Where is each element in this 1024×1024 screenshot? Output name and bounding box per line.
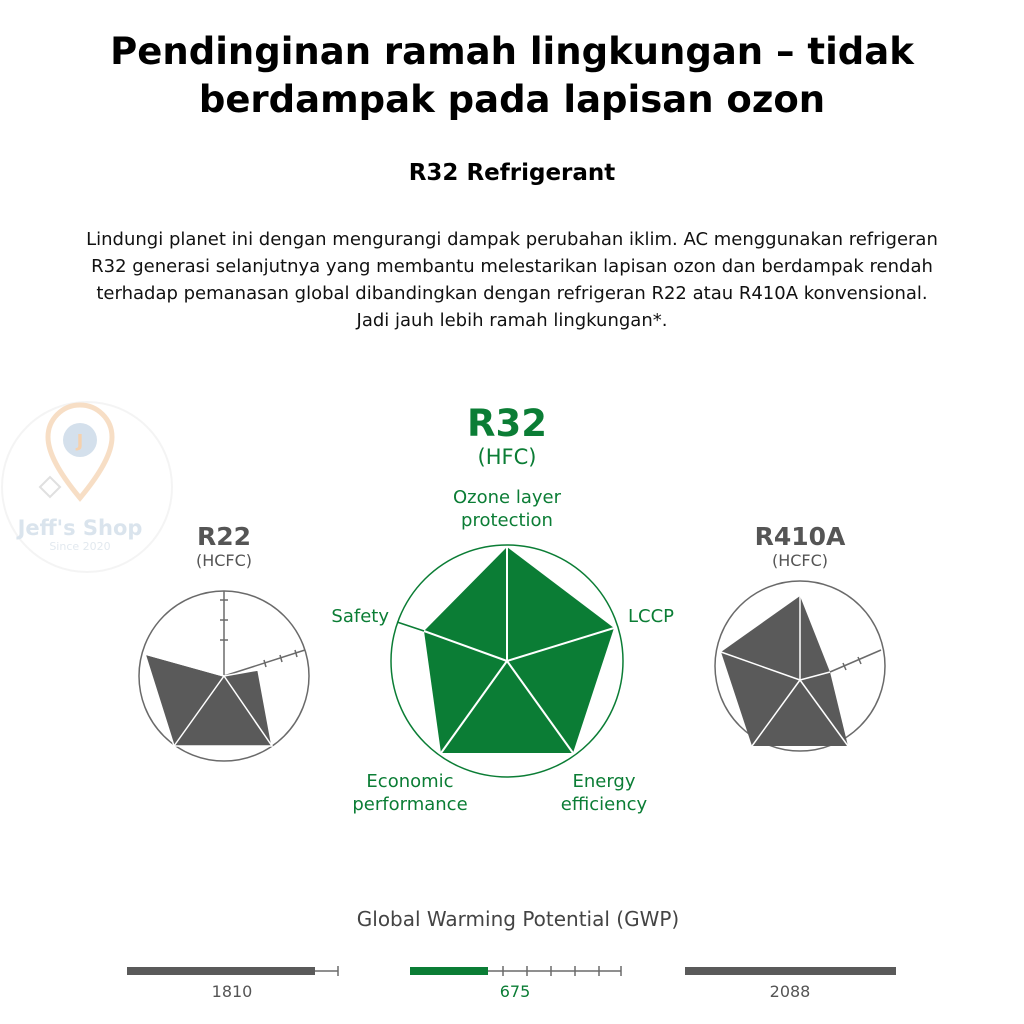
axis-label-ozone-2: protection [461,510,553,531]
watermark-initial: J [76,431,84,452]
r410a-name: R410A [754,522,846,551]
gwp-section [127,907,896,1001]
description-text: Lindungi planet ini dengan mengurangi dampak perubahan iklim. AC menggunakan refrigeran R32 generasi selanjutnya yang membantu melestarikan lapisan ozon dan berdampak rendah terhadap pemanasan global dibandingkan dengan refrigeran R22 atau R410A konvensional. Jadi jauh lebih ramah lingkungan*. [86,229,938,331]
axis-label-energy-2: efficiency [560,794,648,815]
page-subtitle: R32 Refrigerant [408,160,616,186]
r32-type: (HFC) [477,445,537,469]
gwp-bar-r22 [127,966,338,1001]
page-title: Pendinginan ramah lingkungan – tidak berdampak pada lapisan ozon [110,30,914,121]
r410a-radar-shape [721,596,848,746]
gwp-bar-r32 [410,966,621,1001]
gwp-value-r22: 1810 [211,982,253,1001]
r32-name: R32 [467,402,547,445]
r410a-axis-lccp [830,650,881,672]
watermark-shop-name: Jeff's Shop [17,516,143,540]
r32-chart [331,402,674,815]
r410a-ticks [843,657,861,670]
watermark-since: Since 2020 [49,540,111,553]
gwp-bar-r410a [685,967,896,1001]
axis-label-safety: Safety [331,606,389,627]
axis-label-economic-2: performance [352,794,468,815]
r22-chart [139,522,309,761]
axis-label-energy-1: Energy [572,771,636,792]
gwp-title: Global Warming Potential (GWP) [356,907,680,931]
r32-safety-axis [397,622,424,631]
axis-label-ozone-1: Ozone layer [453,487,561,508]
shop-watermark [2,402,172,572]
axis-label-lccp: LCCP [628,606,675,627]
r22-type: (HCFC) [195,551,253,570]
r410a-chart [715,522,885,751]
gwp-value-r410a: 2088 [769,982,811,1001]
r22-name: R22 [196,522,252,551]
axis-label-economic-1: Economic [366,771,454,792]
r32-radar-shape [424,547,614,753]
r410a-type: (HCFC) [771,551,829,570]
gwp-value-r32: 675 [499,982,531,1001]
r22-radar-shape [145,654,272,746]
